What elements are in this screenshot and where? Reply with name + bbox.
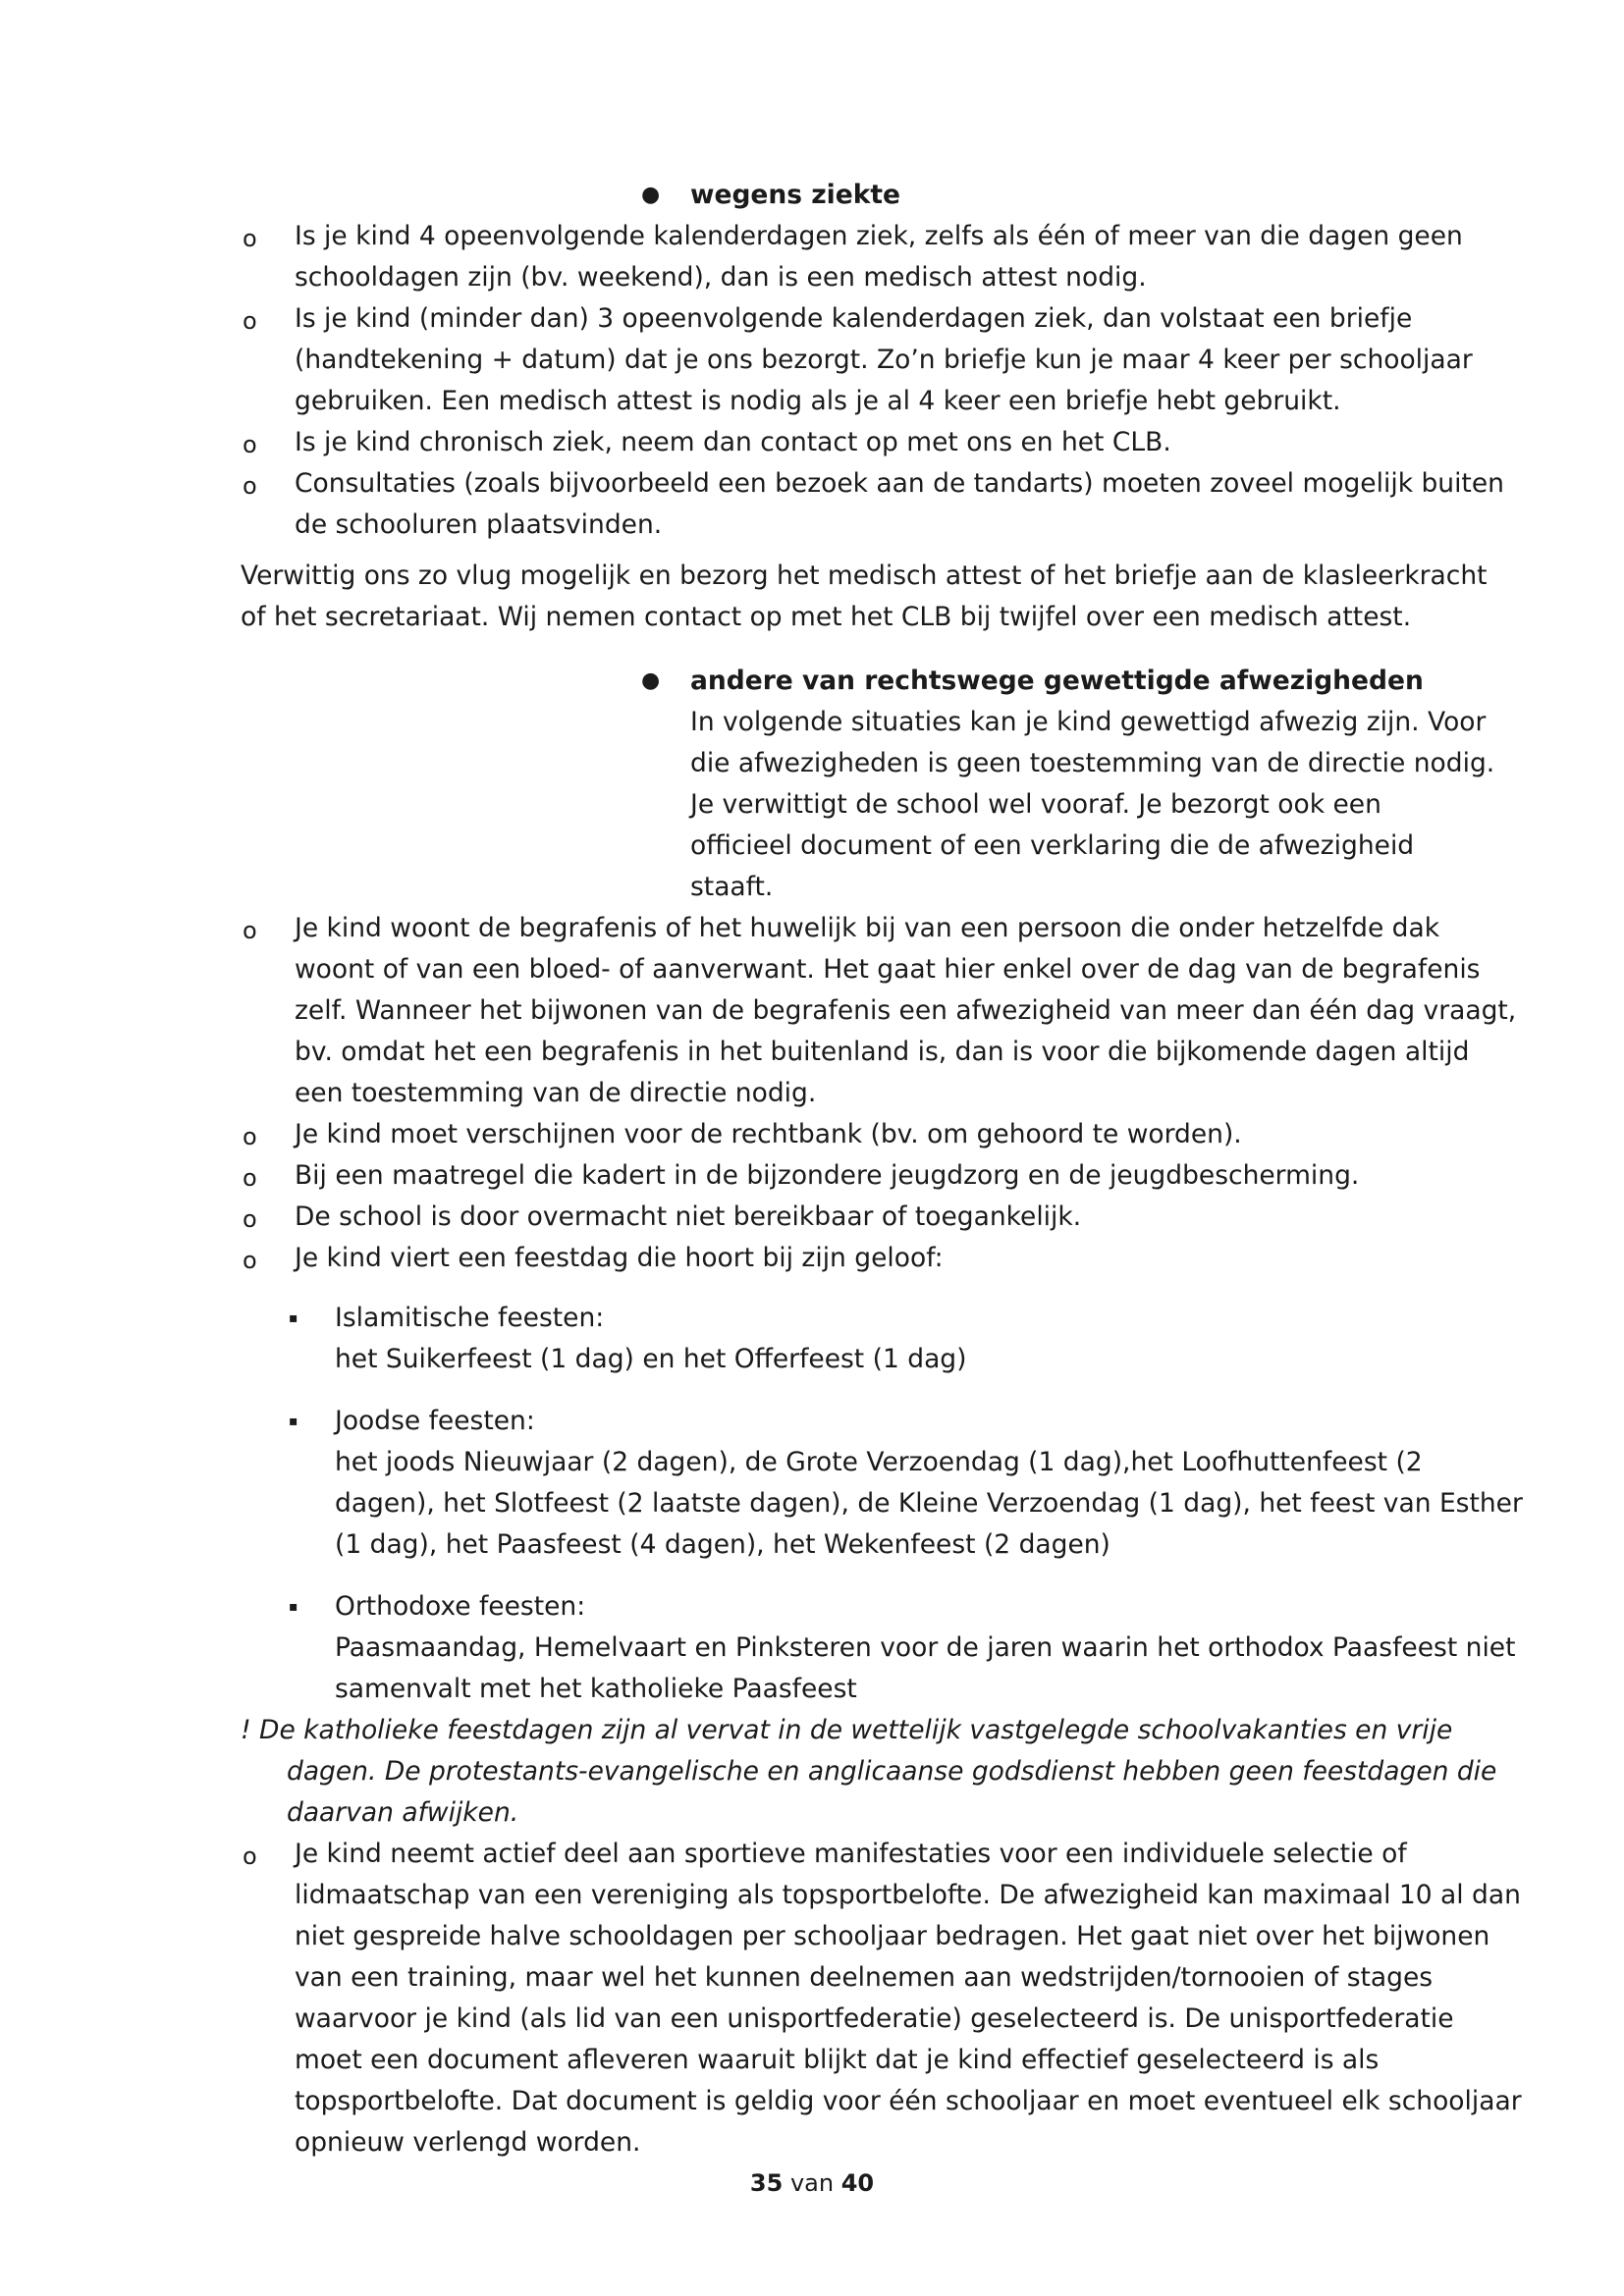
list-item-line: topsportbelofte. Dat document is geldig voor één schooljaar en moet eventueel elk schooljaar xyxy=(295,2086,1522,2116)
intro-line: Je verwittigt de school wel vooraf. Je bezorgt ook een xyxy=(690,789,1381,820)
bullet-marker: ● xyxy=(641,183,661,207)
page-number: 35 xyxy=(749,2169,784,2197)
square-marker: ▪ xyxy=(289,1310,298,1326)
list-item-line: Je kind woont de begrafenis of het huwelijk bij van een persoon die onder hetzelfde dak xyxy=(295,913,1440,943)
intro-line: staaft. xyxy=(690,872,774,902)
page-footer xyxy=(0,2165,1624,2201)
feast-line: samenvalt met het katholieke Paasfeest xyxy=(335,1674,857,1704)
feast-title: Joodse feesten: xyxy=(335,1406,535,1436)
intro-line: die afwezigheden is geen toestemming van de directie nodig. xyxy=(690,748,1495,778)
feast-line: Paasmaandag, Hemelvaart en Pinksteren voor de jaren waarin het orthodox Paasfeest niet xyxy=(335,1632,1516,1663)
feast-line: het Suikerfeest (1 dag) en het Offerfeest (1 dag) xyxy=(335,1344,967,1374)
section-heading-ziekte: wegens ziekte xyxy=(690,180,901,210)
circle-marker: o xyxy=(243,472,257,500)
list-item-line: Consultaties (zoals bijvoorbeeld een bezoek aan de tandarts) moeten zoveel mogelijk buiten xyxy=(295,468,1504,499)
list-item-line: bv. omdat het een begrafenis in het buitenland is, dan is voor die bijkomende dagen altijd xyxy=(295,1037,1470,1067)
list-item-line: Is je kind 4 opeenvolgende kalenderdagen ziek, zelfs als één of meer van die dagen geen xyxy=(295,221,1463,251)
list-item-line: lidmaatschap van een vereniging als topsportbelofte. De afwezigheid kan maximaal 10 al dan xyxy=(295,1880,1521,1910)
intro-line: officieel document of een verklaring die de afwezigheid xyxy=(690,830,1415,861)
feast-title: Orthodoxe feesten: xyxy=(335,1591,586,1622)
list-item-line: de schooluren plaatsvinden. xyxy=(295,509,663,540)
list-item-line: (handtekening + datum) dat je ons bezorgt. Zo’n briefje kun je maar 4 keer per schooljaar xyxy=(295,345,1473,375)
page-separator: van xyxy=(789,2169,835,2197)
section-heading-afwezigheden: andere van rechtswege gewettigde afwezigheden xyxy=(690,666,1424,696)
list-item-line: woont of van een bloed- of aanverwant. Het gaat hier enkel over de dag van de begrafenis xyxy=(295,954,1481,985)
note-line: daarvan afwijken. xyxy=(287,1797,519,1828)
circle-marker: o xyxy=(243,1123,257,1150)
intro-line: In volgende situaties kan je kind gewettigd afwezig zijn. Voor xyxy=(690,707,1487,737)
list-item-line: van een training, maar wel het kunnen deelnemen aan wedstrijden/tornooien of stages xyxy=(295,1962,1434,1993)
list-item-line: een toestemming van de directie nodig. xyxy=(295,1078,817,1108)
circle-marker: o xyxy=(243,307,257,335)
circle-marker: o xyxy=(243,1205,257,1233)
bullet-marker: ● xyxy=(641,668,661,693)
circle-marker: o xyxy=(243,1842,257,1870)
circle-marker: o xyxy=(243,917,257,944)
list-item-line: Is je kind (minder dan) 3 opeenvolgende kalenderdagen ziek, dan volstaat een briefje xyxy=(295,303,1413,334)
feast-line: dagen), het Slotfeest (2 laatste dagen), de Kleine Verzoendag (1 dag), het feest van Esther xyxy=(335,1488,1523,1519)
page-total: 40 xyxy=(840,2169,875,2197)
list-item-line: moet een document afleveren waaruit blijkt dat je kind effectief geselecteerd is als xyxy=(295,2045,1380,2075)
paragraph-line: Verwittig ons zo vlug mogelijk en bezorg het medisch attest of het briefje aan de klasleerkracht xyxy=(241,561,1488,591)
list-item-line: Is je kind chronisch ziek, neem dan contact op met ons en het CLB. xyxy=(295,427,1171,457)
circle-marker: o xyxy=(243,431,257,458)
feast-title: Islamitische feesten: xyxy=(335,1303,605,1333)
list-item-line: De school is door overmacht niet bereikbaar of toegankelijk. xyxy=(295,1201,1082,1232)
list-item-line: gebruiken. Een medisch attest is nodig als je al 4 keer een briefje hebt gebruikt. xyxy=(295,386,1341,416)
square-marker: ▪ xyxy=(289,1599,298,1615)
feast-line: het joods Nieuwjaar (2 dagen), de Grote Verzoendag (1 dag),het Loofhuttenfeest (2 xyxy=(335,1447,1423,1477)
list-item-line: Je kind moet verschijnen voor de rechtbank (bv. om gehoord te worden). xyxy=(295,1119,1242,1149)
list-item-line: Bij een maatregel die kadert in de bijzondere jeugdzorg en de jeugdbescherming. xyxy=(295,1160,1360,1191)
circle-marker: o xyxy=(243,1247,257,1274)
circle-marker: o xyxy=(243,1164,257,1192)
list-item-line: waarvoor je kind (als lid van een unisportfederatie) geselecteerd is. De unisportfederatie xyxy=(295,2003,1454,2034)
square-marker: ▪ xyxy=(289,1414,298,1429)
list-item-line: Je kind viert een feestdag die hoort bij zijn geloof: xyxy=(295,1243,944,1273)
list-item-line: schooldagen zijn (bv. weekend), dan is een medisch attest nodig. xyxy=(295,262,1147,293)
paragraph-line: of het secretariaat. Wij nemen contact op met het CLB bij twijfel over een medisch attest. xyxy=(241,602,1412,632)
circle-marker: o xyxy=(243,225,257,252)
list-item-line: opnieuw verlengd worden. xyxy=(295,2127,641,2158)
list-item-line: niet gespreide halve schooldagen per schooljaar bedragen. Het gaat niet over het bijwonen xyxy=(295,1921,1490,1951)
note-line: dagen. De protestants-evangelische en anglicaanse godsdienst hebben geen feestdagen die xyxy=(287,1756,1497,1787)
list-item-line: Je kind neemt actief deel aan sportieve manifestaties voor een individuele selectie of xyxy=(295,1839,1407,1869)
note-line: ! De katholieke feestdagen zijn al vervat in de wettelijk vastgelegde schoolvakanties en vrije xyxy=(241,1715,1453,1745)
list-item-line: zelf. Wanneer het bijwonen van de begrafenis een afwezigheid van meer dan één dag vraagt, xyxy=(295,995,1517,1026)
feast-line: (1 dag), het Paasfeest (4 dagen), het Wekenfeest (2 dagen) xyxy=(335,1529,1110,1560)
